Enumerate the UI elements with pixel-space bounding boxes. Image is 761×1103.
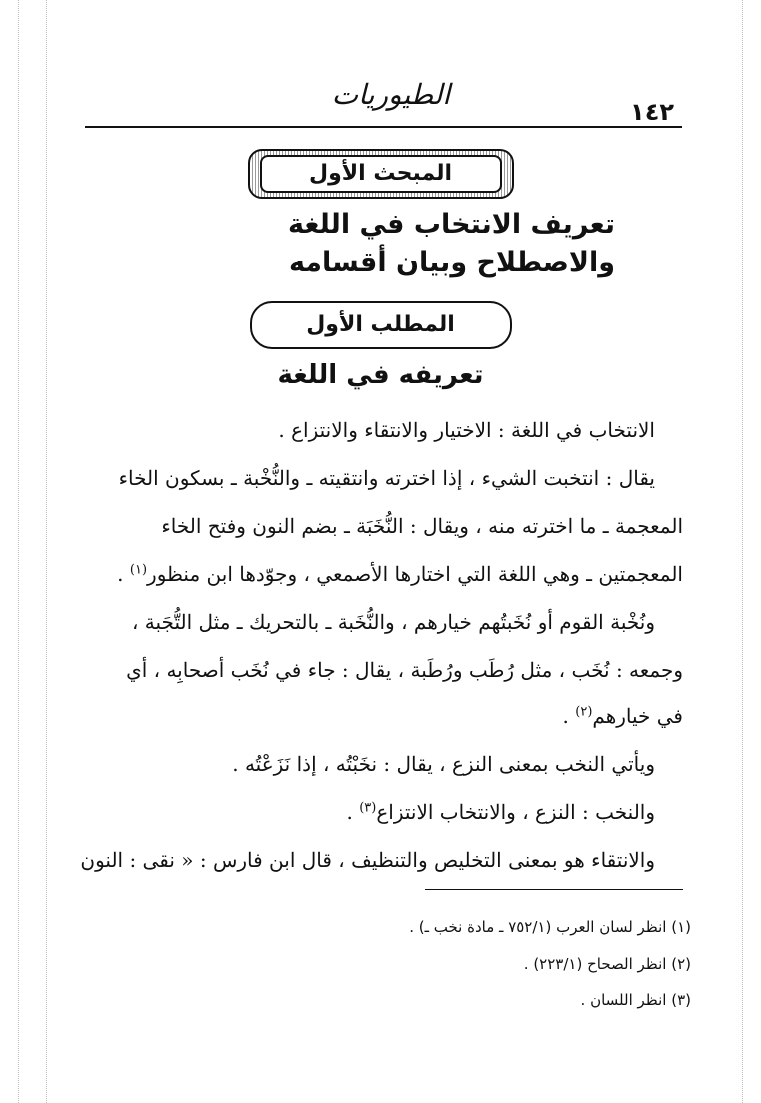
- body-line: الانتخاب في اللغة : الاختيار والانتقاء والانتزاع .: [278, 418, 655, 442]
- body-line-text: والنخب : النزع ، والانتخاب الانتزاع: [376, 800, 655, 824]
- body-line: [88, 562, 683, 586]
- scan-edge-line: [742, 0, 743, 1103]
- footnote: (١) انظر لسان العرب (٧٥٢/١ ـ مادة نخب ـ) .: [409, 918, 691, 936]
- chapter-title: تعريف الانتخاب في اللغة والاصطلاح وبيان أقسامه: [288, 209, 615, 278]
- body-line-text: في خيارهم: [592, 704, 683, 728]
- footnote-ref: (٢): [575, 704, 593, 720]
- running-title-calligraphy: الطيوريات: [331, 78, 451, 111]
- body-line: [88, 704, 683, 728]
- line-end-period: .: [117, 562, 124, 586]
- chapter-label: المبحث الأول: [260, 155, 502, 193]
- footnote: (٢) انظر الصحاح (٢٢٣/١) .: [523, 955, 691, 973]
- footnote-rule: [425, 889, 683, 890]
- body-line-text: المعجمتين ـ وهي اللغة التي اختارها الأصمعي ، وجوّدها ابن منظور: [147, 562, 683, 586]
- body-line: يقال : انتخبت الشيء ، إذا اخترته وانتقيته ـ والنُّخْبة ـ بسكون الخاء: [118, 466, 655, 490]
- body-line: والانتقاء هو بمعنى التخليص والتنظيف ، قال ابن فارس : « نقى : النون: [80, 848, 655, 872]
- page-number: ١٤٢: [630, 98, 674, 126]
- chapter-label-frame: [248, 149, 514, 199]
- page-header: [85, 72, 682, 128]
- body-line: المعجمة ـ ما اخترته منه ، ويقال : النُّخَبَة ـ بضم النون وفتح الخاء: [161, 514, 683, 538]
- footnote: (٣) انظر اللسان .: [580, 991, 691, 1009]
- body-line: وجمعه : نُخَب ، مثل رُطَب ورُطَبة ، يقال : جاء في نُخَب أصحابِه ، أي: [126, 658, 683, 682]
- line-end-period: .: [346, 800, 353, 824]
- scan-edge-line: [46, 0, 47, 1103]
- section-label: المطلب الأول: [250, 301, 512, 349]
- body-line: ويأتي النخب بمعنى النزع ، يقال : نخَبْتُه ، إذا نَزَعْتُه .: [232, 752, 655, 776]
- header-rule: [85, 126, 682, 128]
- section-title: تعريفه في اللغة: [277, 360, 484, 390]
- body-line: ونُخْبة القوم أو نُخَبتُهم خيارهم ، والنُّخَبة ـ بالتحريك ـ مثل التُّجَبة ،: [131, 610, 655, 634]
- scan-edge-line: [18, 0, 19, 1103]
- body-line: [88, 800, 683, 824]
- line-end-period: .: [562, 704, 569, 728]
- footnote-ref: (١): [129, 562, 148, 578]
- footnote-ref: (٣): [359, 800, 377, 816]
